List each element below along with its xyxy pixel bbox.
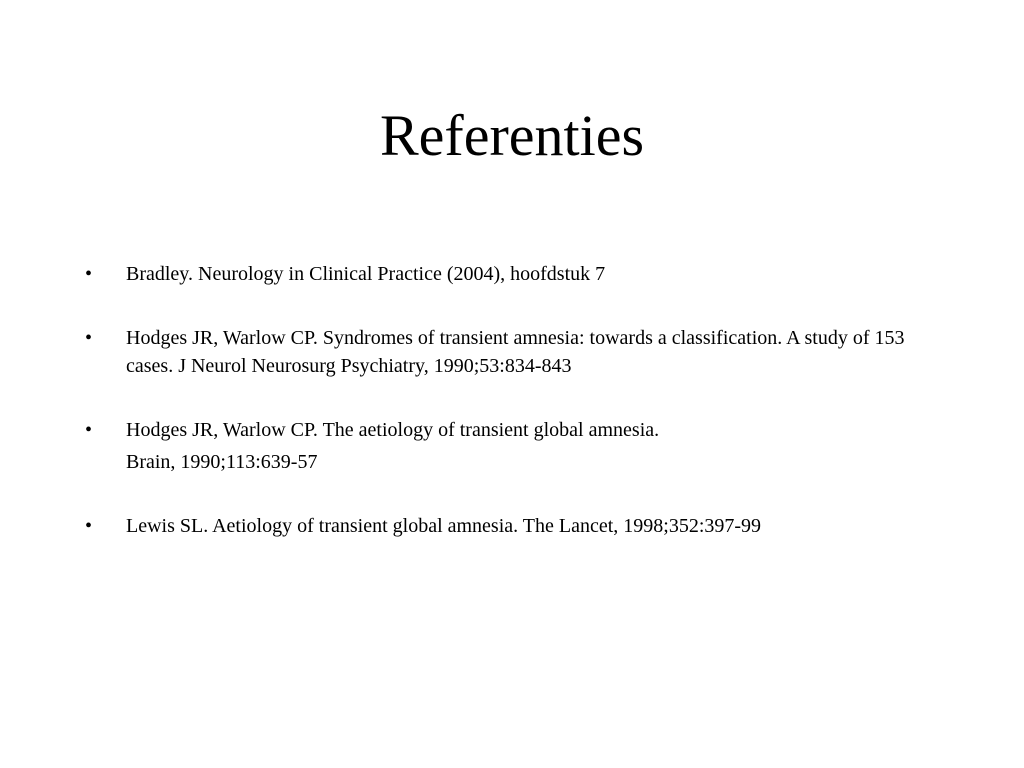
reference-text: Bradley. Neurology in Clinical Practice (2004), hoofdstuk 7 xyxy=(126,263,606,285)
slide-title: Referenties xyxy=(379,103,645,168)
reference-item xyxy=(85,416,915,476)
reference-text: Hodges JR, Warlow CP. The aetiology of transient global amnesia. xyxy=(126,419,660,441)
bullet-icon: • xyxy=(85,263,93,285)
bullet-icon: • xyxy=(85,327,93,349)
reference-item xyxy=(85,512,915,540)
bullet-icon: • xyxy=(85,515,93,537)
reference-list xyxy=(85,260,915,540)
reference-item xyxy=(85,324,915,380)
reference-text: Hodges JR, Warlow CP. Syndromes of transient amnesia: towards a classification. A study of 153 cases. J Neurol Neurosurg Psychiatry, 1990;53:834-843 xyxy=(126,327,905,377)
reference-item xyxy=(85,260,915,288)
reference-text: Lewis SL. Aetiology of transient global amnesia. The Lancet, 1998;352:397-99 xyxy=(126,515,762,537)
reference-continuation: Brain, 1990;113:639-57 xyxy=(126,451,318,473)
bullet-icon: • xyxy=(85,419,93,441)
